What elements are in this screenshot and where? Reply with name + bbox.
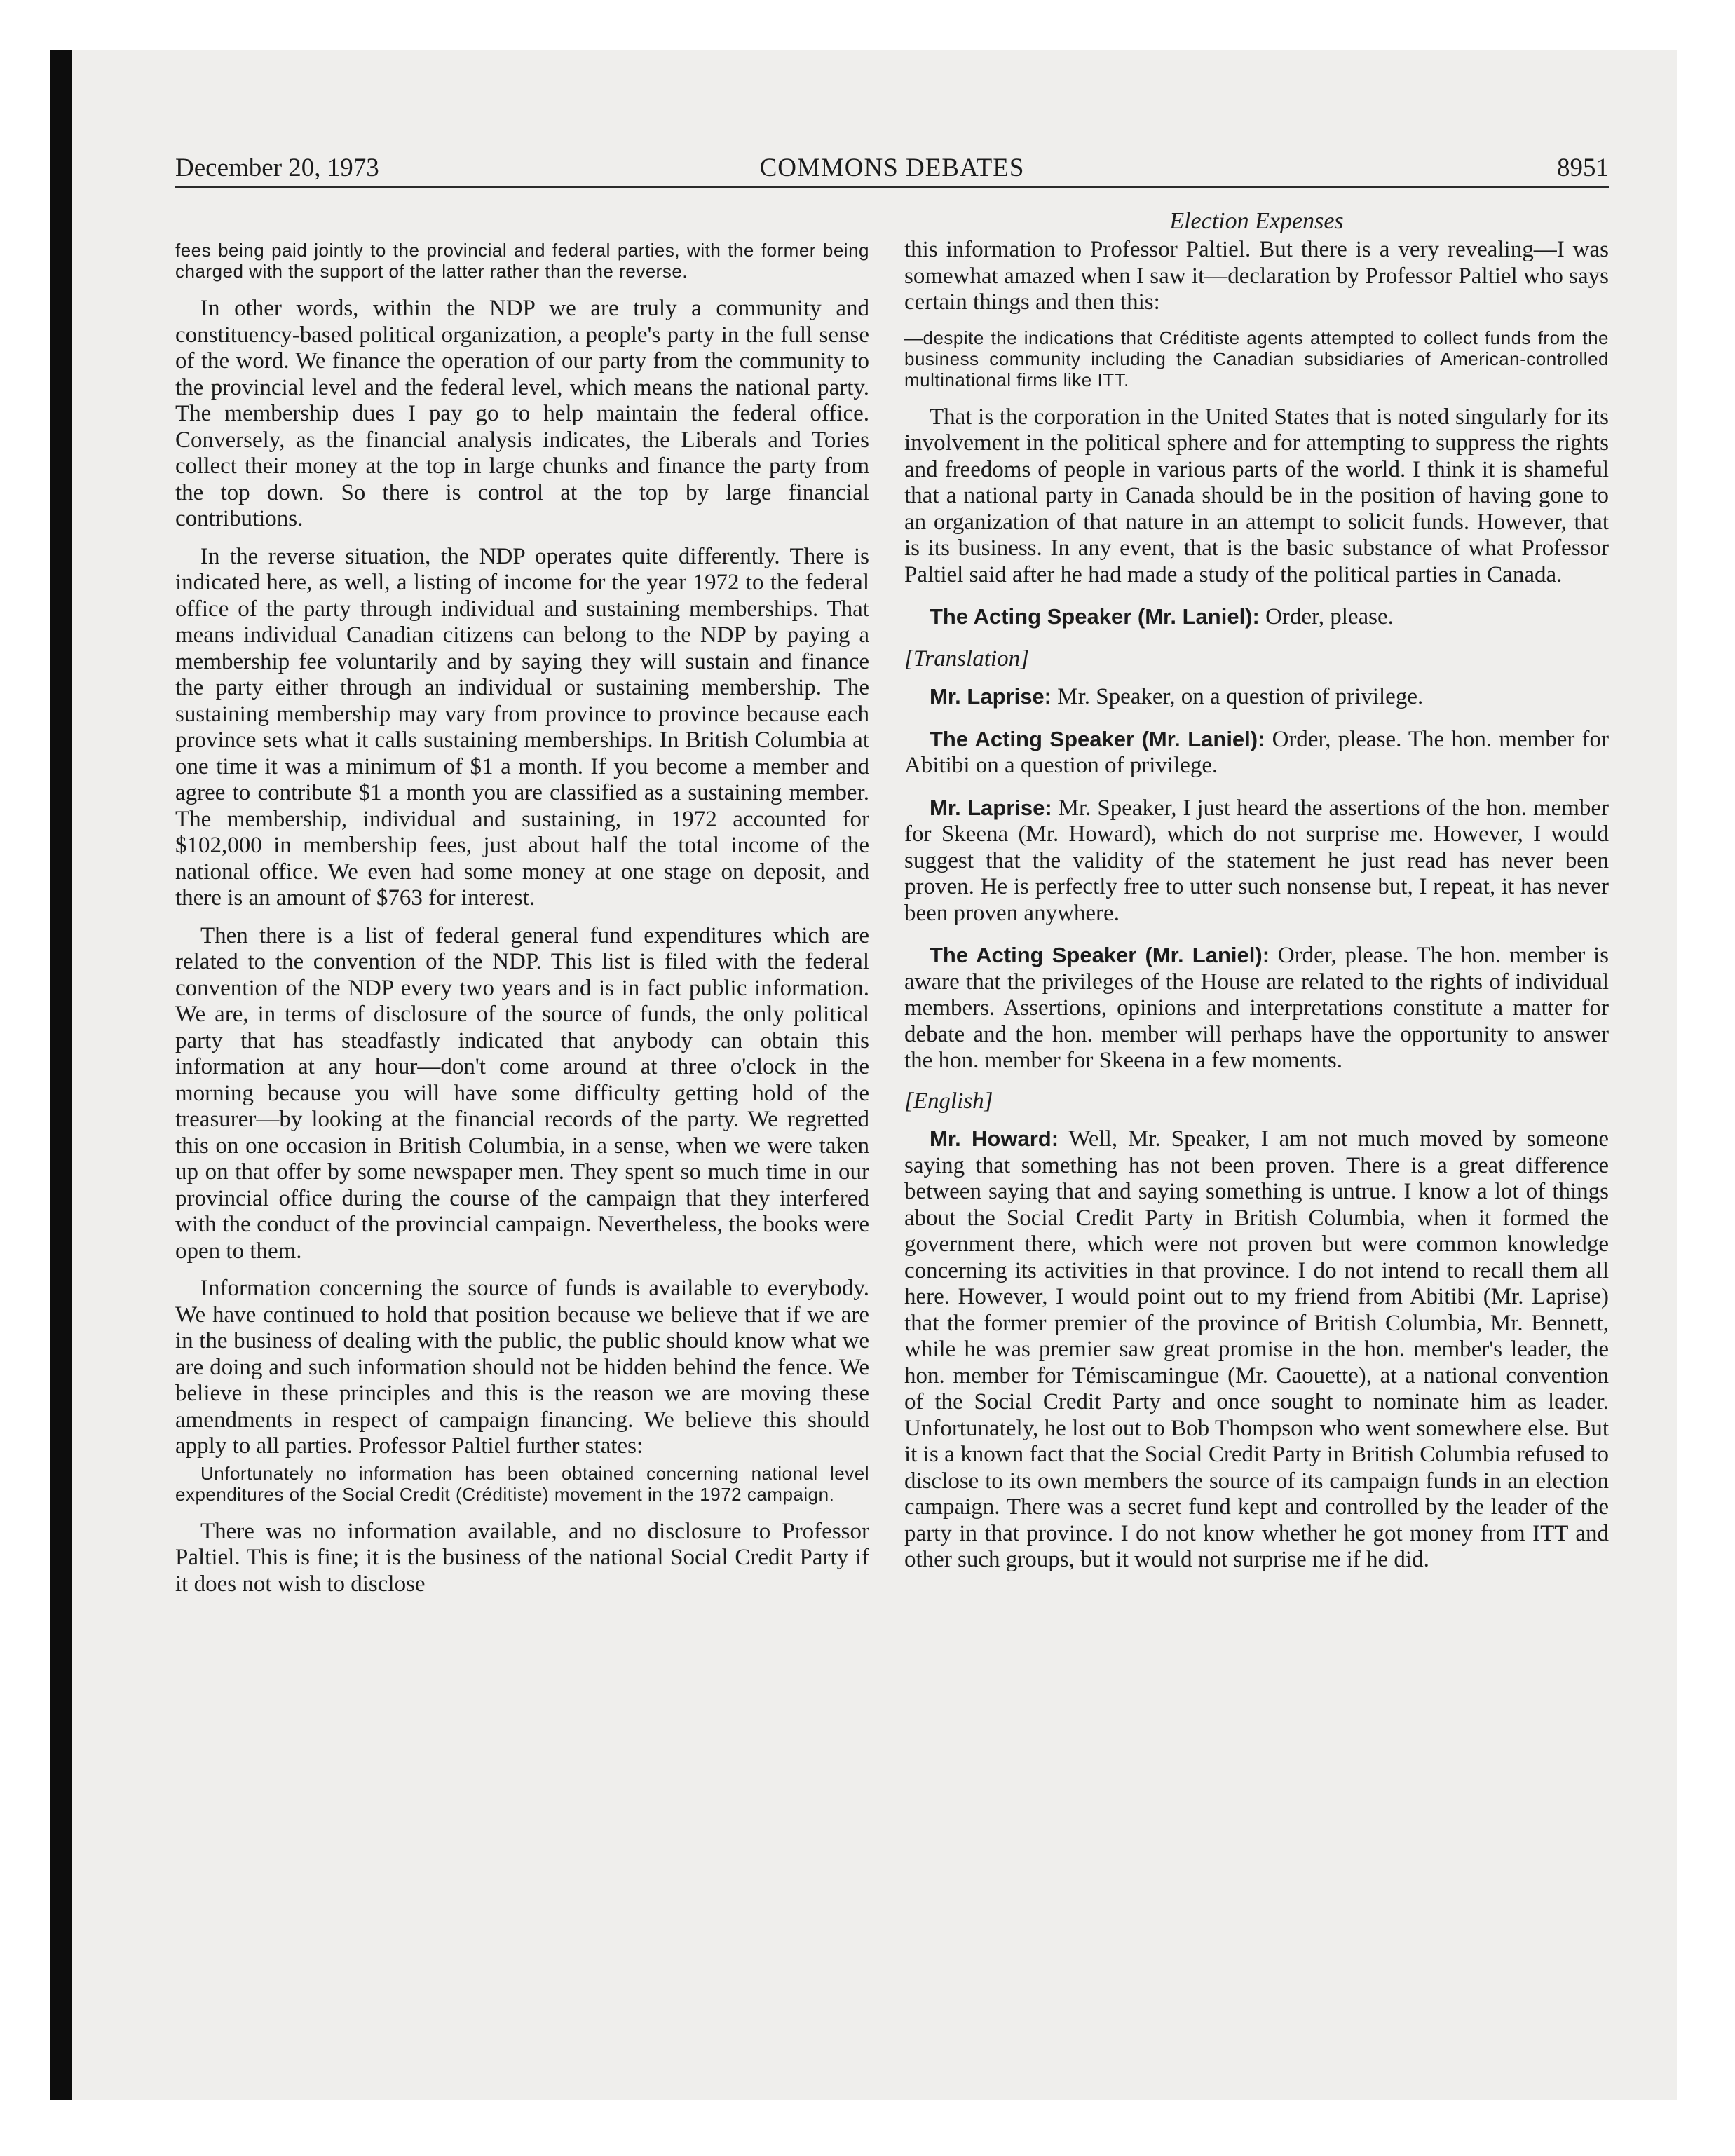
speech xyxy=(904,726,1609,779)
header-rule xyxy=(175,186,1609,188)
speaker-name: Mr. Howard: xyxy=(930,1126,1059,1151)
header-date: December 20, 1973 xyxy=(175,153,379,182)
header-publication: COMMONS DEBATES xyxy=(759,153,1025,182)
speech xyxy=(904,1126,1609,1574)
header-page-number: 8951 xyxy=(1557,153,1609,182)
scan-edge xyxy=(50,50,72,2100)
translation-marker: [Translation] xyxy=(904,646,1029,671)
speech xyxy=(904,942,1609,1074)
running-head: Election Expenses xyxy=(1169,208,1344,234)
left-column xyxy=(175,240,869,1609)
speech-text: Order, please. The hon. member for Abitibi on a question of privilege. xyxy=(904,726,1609,778)
speaker-name: Mr. Laprise: xyxy=(930,684,1052,709)
paragraph: Then there is a list of federal general fund expenditures which are related to the convention of the NDP. This list is filed with the federal convention of the NDP every two years and is in fact public information. We are, in terms of disclosure of the source of funds, the only political party that has steadfastly indicated that anybody can obtain this information at any hour—don't come around at three o'clock in the morning because you will have some difficulty getting hold of the treasurer—by looking at the financial records of the party. We regretted this on one occasion in British Columbia, in a sense, when we were taken up on that offer by some newspaper men. They spent so much time in our provincial office during the course of the campaign that they interfered with the conduct of the provincial campaign. Nevertheless, the books were open to them. xyxy=(175,922,869,1264)
english-marker: [English] xyxy=(904,1088,993,1114)
speech-text: Mr. Speaker, I just heard the assertions of the hon. member for Skeena (Mr. Howard), which do not surprise me. However, I would suggest that the validity of the statement he just read has never been proven. He is perfectly free to utter such nonsense but, I repeat, it has never been proven anywhere. xyxy=(904,795,1610,926)
quote-top: fees being paid jointly to the provincial and federal parties, with the former being charged with the support of the latter rather than the reverse. xyxy=(175,240,869,282)
quote-mid: Unfortunately no information has been obtained concerning national level expenditures of the Social Credit (Créditiste) movement in the 1972 campaign. xyxy=(175,1462,869,1505)
speech-text: Well, Mr. Speaker, I am not much moved by someone saying that something has not been proven. There is a great difference between saying that and saying something is untrue. I know a lot of things about the Social Credit Party in British Columbia, when it formed the government there, which were not proven but were common knowledge concerning its activities in that province. I do not intend to recall them all here. However, I would point out to my friend from Abitibi (Mr. Laprise) that the former premier of the province of British Columbia, Mr. Bennett, while he was premier saw great promise in the hon. member's leader, the hon. member for Témiscamingue (Mr. Caouette), at a national convention of the Social Credit Party and once sought to nominate him as leader. Unfortunately, he lost out to Bob Thompson who went somewhere else. But it is a known fact that the Social Credit Party in British Columbia refused to disclose to its own members the source of its campaign funds in an election campaign. There was a secret fund kept and controlled by the leader of the party in that province. I do not know whether he got money from ITT and other such groups, but it would not surprise me if he did. xyxy=(904,1126,1609,1572)
speaker-name: The Acting Speaker (Mr. Laniel): xyxy=(930,604,1260,629)
paragraph: That is the corporation in the United States that is noted singularly for its involvement in the political sphere and for attempting to suppress the rights and freedoms of people in various parts of the world. I think it is shameful that a national party in Canada should be in the position of having gone to an organization of that nature in an attempt to solicit funds. However, that is its business. In any event, that is the basic substance of what Professor Paltiel said after he had made a study of the political parties in Canada. xyxy=(904,404,1609,587)
right-column xyxy=(904,207,1609,1585)
speaker-name: The Acting Speaker (Mr. Laniel): xyxy=(930,726,1265,751)
speech xyxy=(904,683,1609,711)
speech-text: Order, please. The hon. member is aware that the privileges of the House are related to the rights of individual members. Assertions, opinions and interpretations constitute a matter for debate and the hon. member will perhaps have the opportunity to answer the hon. member for Skeena in a few moments. xyxy=(904,943,1610,1073)
speaker-name: Mr. Laprise: xyxy=(930,795,1052,820)
paragraph: There was no information available, and no disclosure to Professor Paltiel. This is fine; it is the business of the national Social Credit Party if it does not wish to disclose xyxy=(175,1518,869,1597)
speech-text: Order, please. xyxy=(1265,604,1394,629)
quote: —despite the indications that Créditiste agents attempted to collect funds from the business community including the Canadian subsidiaries of American-controlled multinational firms like ITT. xyxy=(904,327,1609,390)
paragraph: Information concerning the source of funds is available to everybody. We have continued to hold that position because we believe that if we are in the business of dealing with the public, the public should know what we are doing and such information should not be hidden behind the fence. We believe in these principles and this is the reason we are moving these amendments in respect of campaign financing. We believe this should apply to all parties. Professor Paltiel further states: xyxy=(175,1276,869,1459)
paragraph: this information to Professor Paltiel. But there is a very revealing—I was somewhat amazed when I saw it—declaration by Professor Paltiel who says certain things and then this: xyxy=(904,237,1609,315)
page-header xyxy=(175,153,1609,184)
speech-text: Mr. Speaker, on a question of privilege. xyxy=(1057,684,1424,709)
speech xyxy=(904,603,1609,631)
paragraph: In other words, within the NDP we are truly a community and constituency-based political organization, a people's party in the full sense of the word. We finance the operation of our party from the community to the provincial level and the federal level, which means the national party. The membership dues I pay go to help maintain the federal office. Conversely, as the financial analysis indicates, the Liberals and Tories collect their money at the top in large chunks and finance the party from the top down. So there is control at the top by large financial contributions. xyxy=(175,296,869,531)
paragraph: In the reverse situation, the NDP operates quite differently. There is indicated here, as well, a listing of income for the year 1972 to the federal office of the party through individual and sustaining memberships. That means individual Canadian citizens can belong to the NDP by paying a membership fee voluntarily and by saying they will sustain and finance the party either through an individual or sustaining membership. The sustaining membership may vary from province to province because each province sets what it calls sustaining memberships. In British Columbia at one time it was a minimum of $1 a month. If you become a member and agree to contribute $1 a month you are classified as a sustaining member. The membership, individual and sustaining, in 1972 accounted for $102,000 in membership fees, just about half the total income of the national office. We even had some money at one stage on deposit, and there is an amount of $763 for interest. xyxy=(175,543,869,910)
speech xyxy=(904,795,1609,927)
speaker-name: The Acting Speaker (Mr. Laniel): xyxy=(930,943,1270,967)
